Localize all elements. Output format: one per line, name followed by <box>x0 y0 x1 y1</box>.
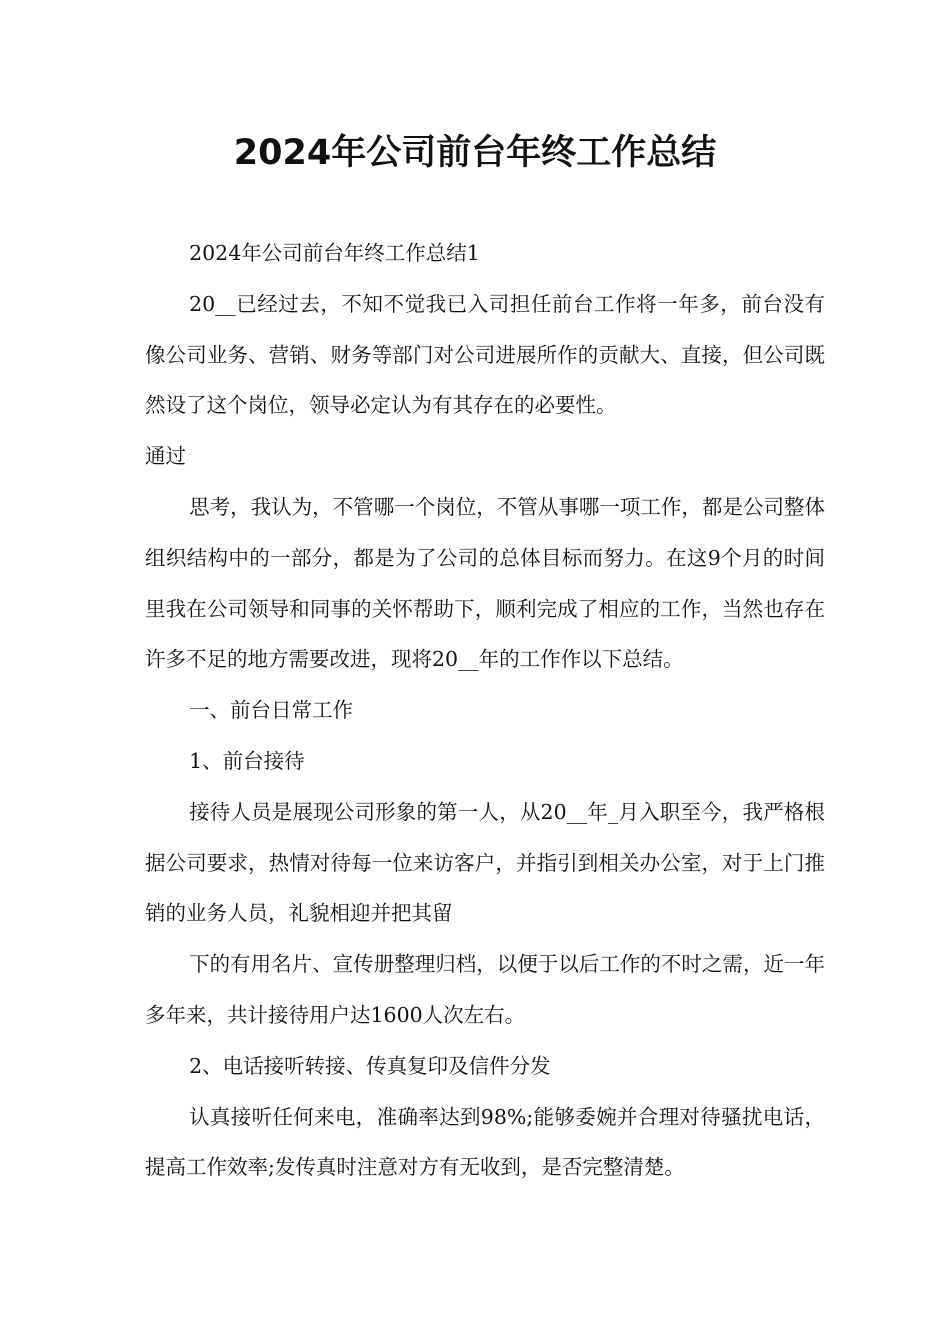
document-body <box>145 228 825 1193</box>
section-heading: 一、前台日常工作 <box>189 698 354 723</box>
paragraph: 接待人员是展现公司形象的第一人，从20__年_月入职至今，我严格根据公司要求，热情对待每一位来访客户，并指引到相关办公室，对于上门推销的业务人员，礼貌相迎并把其留 <box>145 799 825 926</box>
document-title: 2024年公司前台年终工作总结 <box>233 133 717 173</box>
section-heading: 2024年公司前台年终工作总结1 <box>189 241 480 265</box>
subsection-heading: 1、前台接待 <box>189 748 305 773</box>
paragraph: 20__已经过去，不知不觉我已入司担任前台工作将一年多，前台没有像公司业务、营销、财务等部门对公司进展所作的贡献大、直接，但公司既然设了这个岗位，领导必定认为有其存在的必要性。 <box>145 291 825 418</box>
paragraph: 通过 <box>145 444 186 469</box>
subsection-heading: 2、电话接听转接、传真复印及信件分发 <box>189 1053 551 1078</box>
paragraph: 下的有用名片、宣传册整理归档，以便于以后工作的不时之需，近一年多年来，共计接待用户达1600人次左右。 <box>145 952 825 1027</box>
paragraph: 认真接听任何来电，准确率达到98%;能够委婉并合理对待骚扰电话，提高工作效率;发传真时注意对方有无收到，是否完整清楚。 <box>145 1104 825 1180</box>
paragraph: 思考，我认为，不管哪一个岗位，不管从事哪一项工作，都是公司整体组织结构中的一部分，都是为了公司的总体目标而努力。在这9个月的时间里我在公司领导和同事的关怀帮助下，顺利完成了相应的工作，当然也存在许多不足的地方需要改进，现将20__年的工作作以下总结。 <box>145 494 825 672</box>
